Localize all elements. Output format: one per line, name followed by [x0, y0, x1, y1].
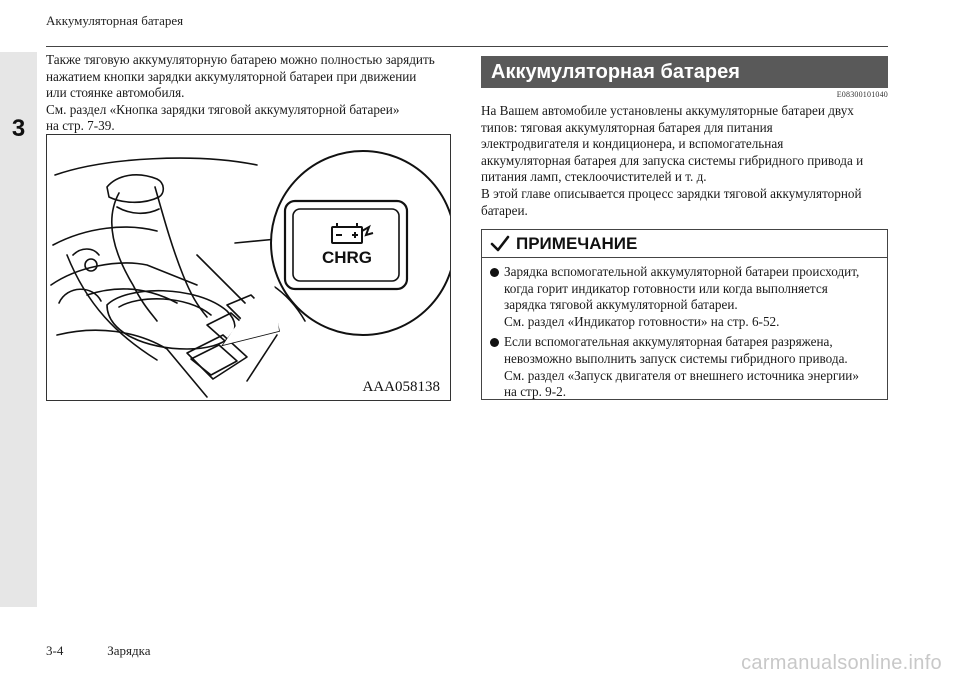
note-heading: ПРИМЕЧАНИЕ [516, 233, 638, 253]
intro-line: В этой главе описывается процесс зарядки тяговой аккумуляторной [481, 185, 862, 201]
watermark: carmanualsonline.info [741, 652, 942, 674]
checkmark-icon [490, 235, 510, 253]
charge-button-figure [46, 134, 451, 401]
intro-line: электродвигателя и кондиционера, и вспомогательная [481, 136, 784, 152]
intro-line: типов: тяговая аккумуляторная батарея для питания [481, 119, 773, 135]
footer-chapter-title: Зарядка [107, 643, 151, 658]
intro-line: батареи. [481, 202, 528, 218]
paragraph-line: или стоянке автомобиля. [46, 85, 185, 101]
note-line: зарядка тяговой аккумуляторной батареи. [504, 297, 738, 313]
note-header [482, 230, 887, 258]
note-line: См. раздел «Запуск двигателя от внешнего источника энергии» [504, 367, 859, 383]
charge-paragraph [46, 52, 452, 135]
note-item [490, 264, 879, 330]
running-header-title: Аккумуляторная батарея [46, 13, 184, 28]
note-line: на стр. 9-2. [504, 384, 567, 400]
note-line: Если вспомогательная аккумуляторная батарея разряжена, [504, 334, 833, 350]
note-item [490, 334, 879, 400]
bullet-icon [490, 268, 499, 277]
note-list [482, 258, 887, 401]
document-code: E08300101040 [836, 90, 888, 99]
note-line: когда горит индикатор готовности или когда выполняется [504, 280, 828, 296]
intro-line: питания ламп, стеклоочистителей и т. д. [481, 169, 707, 185]
intro-line: На Вашем автомобиле установлены аккумуляторные батареи двух [481, 103, 854, 118]
header-rule [46, 46, 888, 47]
note-box [481, 229, 888, 400]
note-line: невозможно выполнить запуск системы гибридного привода. [504, 350, 848, 366]
page-number: 3-4 [46, 643, 64, 658]
console-illustration [47, 135, 451, 401]
chrg-button-label: CHRG [321, 248, 373, 267]
intro-paragraph [481, 103, 888, 219]
paragraph-line: на стр. 7-39. [46, 118, 115, 134]
section-title: Аккумуляторная батарея [481, 56, 888, 88]
paragraph-line: См. раздел «Кнопка зарядки тяговой аккумуляторной батареи» [46, 101, 400, 117]
bullet-icon [490, 338, 499, 347]
page-footer [46, 643, 151, 659]
note-line: См. раздел «Индикатор готовности» на стр. 6-52. [504, 313, 780, 329]
note-line: Зарядка вспомогательной аккумуляторной батареи происходит, [504, 264, 860, 279]
paragraph-line: нажатием кнопки зарядки аккумуляторной батареи при движении [46, 68, 417, 84]
intro-line: аккумуляторная батарея для запуска системы гибридного привода и [481, 152, 864, 168]
paragraph-line: Также тяговую аккумуляторную батарею можно полностью зарядить [46, 52, 435, 67]
figure-code: AAA058138 [362, 379, 440, 395]
left-column [46, 52, 452, 135]
chapter-number: 3 [11, 115, 26, 142]
